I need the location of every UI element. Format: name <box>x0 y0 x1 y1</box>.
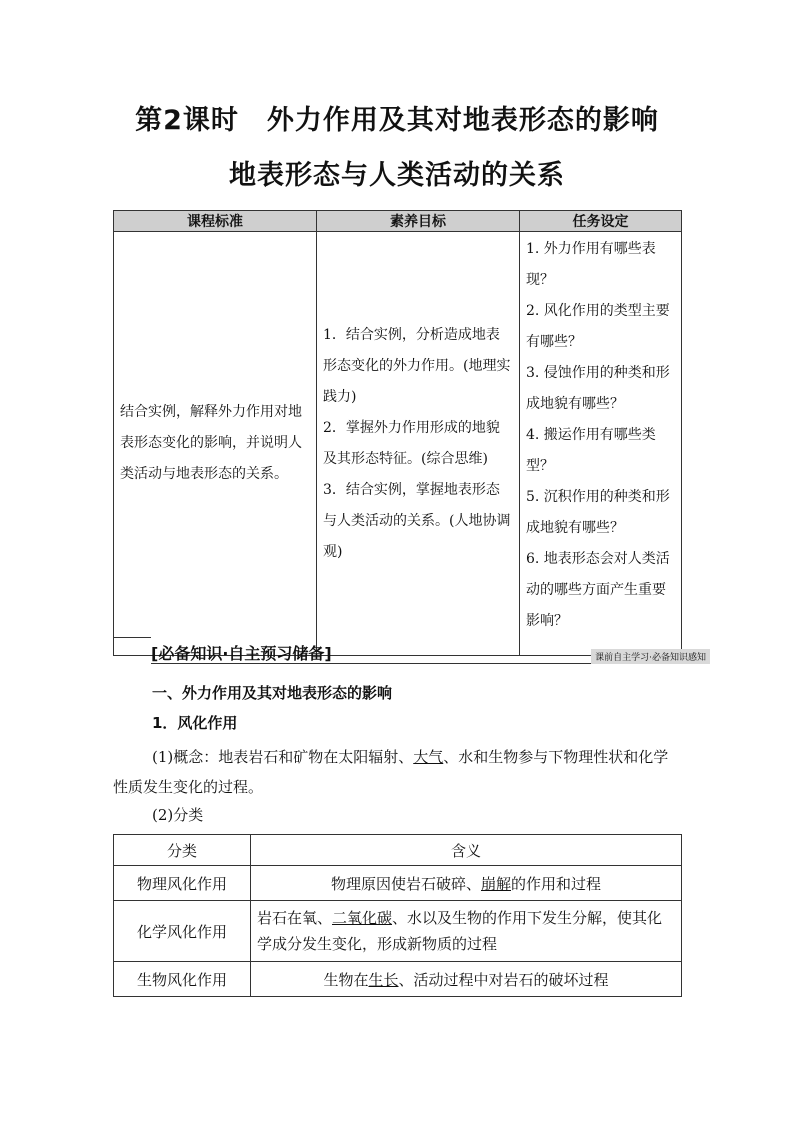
section-heading: [必备知识·自主预习储备] <box>151 644 332 663</box>
divider <box>113 637 151 638</box>
header-goals: 素养目标 <box>317 211 520 232</box>
row-name: 生物风化作用 <box>114 962 251 997</box>
meaning-blank: 生长 <box>368 970 399 989</box>
meaning-text: 、活动过程中对岩石的破坏过程 <box>398 970 609 989</box>
classification-label: (2)分类 <box>152 806 204 824</box>
table-row <box>114 962 682 997</box>
concept-paragraph <box>113 742 683 802</box>
page-title-line1: 第2课时 外力作用及其对地表形态的影响 <box>135 105 659 136</box>
meaning-text: 物理原因使岩石破碎、 <box>330 874 481 893</box>
meaning-blank: 二氧化碳 <box>332 909 393 927</box>
concept-text: 、水和生物参与下物理性状和化学性质发生变化的过程。 <box>113 748 669 796</box>
row-name: 物理风化作用 <box>114 866 251 901</box>
header-tasks: 任务设定 <box>520 211 682 232</box>
meaning-text: 岩石在氧、 <box>257 909 333 927</box>
section-tag: 课前自主学习·必备知识感知 <box>591 649 710 664</box>
row-name: 化学风化作用 <box>114 901 251 962</box>
goal-item: 2．掌握外力作用形成的地貌及其形态特征。(综合思维) <box>323 419 500 467</box>
task-item: 2. 风化作用的类型主要有哪些？ <box>526 303 670 350</box>
page-title-line2: 地表形态与人类活动的关系 <box>229 160 565 191</box>
task-item: 5. 沉积作用的种类和形成地貌有哪些？ <box>526 489 670 536</box>
subsection-title: 1．风化作用 <box>152 714 238 732</box>
table-row <box>114 866 682 901</box>
concept-blank: 大气 <box>413 748 444 766</box>
standard-cell: 结合实例，解释外力作用对地表形态变化的影响，并说明人类活动与地表形态的关系。 <box>114 232 317 656</box>
meaning-text: 生物在 <box>323 970 369 989</box>
task-item: 4. 搬运作用有哪些类型？ <box>526 427 656 474</box>
meaning-text: 的作用和过程 <box>511 874 602 893</box>
section-header-bar <box>113 637 710 663</box>
task-item: 1. 外力作用有哪些表现？ <box>526 241 656 288</box>
weathering-table <box>113 834 682 997</box>
section1-title: 一、外力作用及其对地表形态的影响 <box>152 684 393 702</box>
row-meaning <box>251 901 682 962</box>
concept-text: (1)概念：地表岩石和矿物在太阳辐射、 <box>152 748 414 766</box>
goal-item: 1．结合实例，分析造成地表形态变化的外力作用。(地理实践力) <box>323 326 511 405</box>
task-item: 3. 侵蚀作用的种类和形成地貌有哪些？ <box>526 365 670 412</box>
header-standard: 课程标准 <box>114 211 317 232</box>
header-category: 分类 <box>114 835 251 866</box>
meaning-text: 、水以及生物的作用下发生分解，使其化学成分发生变化，形成新物质的过程 <box>257 909 663 953</box>
header-meaning: 含义 <box>251 835 682 866</box>
row-meaning <box>251 866 682 901</box>
curriculum-table <box>113 210 682 656</box>
goals-cell <box>317 232 520 656</box>
tasks-cell <box>520 232 682 656</box>
goal-item: 3．结合实例，掌握地表形态与人类活动的关系。(人地协调观) <box>323 481 511 560</box>
meaning-blank: 崩解 <box>480 874 511 893</box>
task-item: 6. 地表形态会对人类活动的哪些方面产生重要影响？ <box>526 551 670 629</box>
row-meaning <box>251 962 682 997</box>
table-row <box>114 901 682 962</box>
